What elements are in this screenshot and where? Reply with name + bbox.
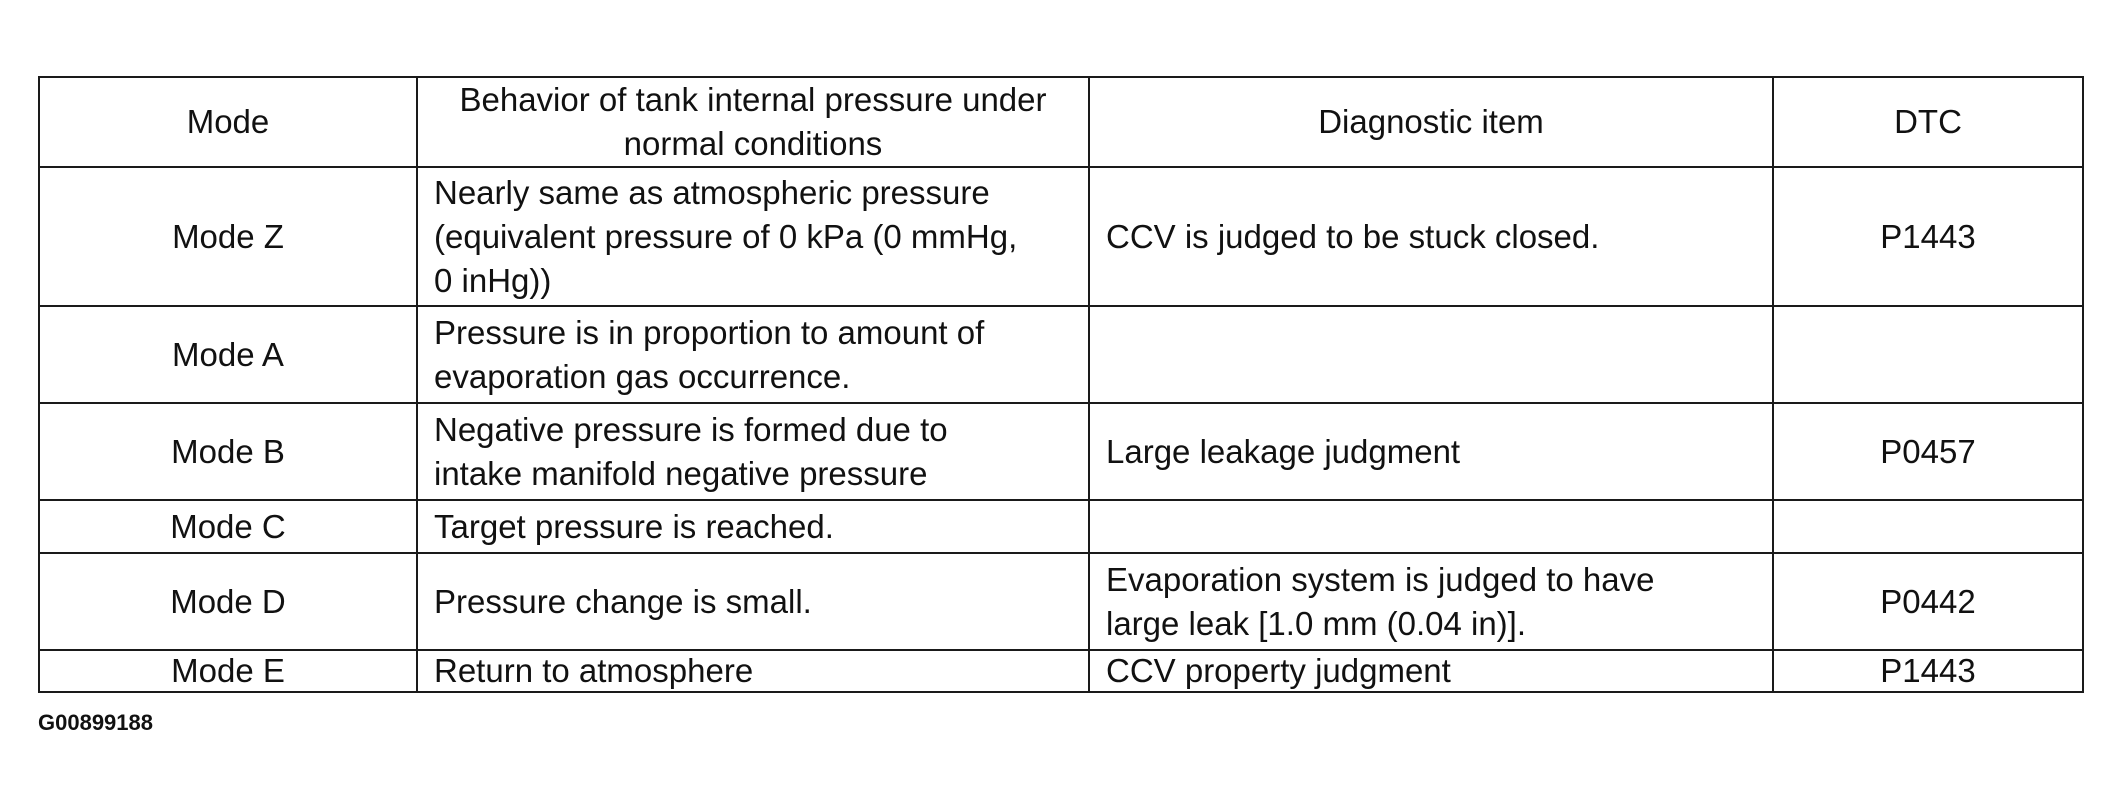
mode-cell: Mode C [39,500,417,553]
behavior-cell: Pressure change is small. [417,553,1089,650]
dtc-cell [1773,500,2083,553]
dtc-cell: P0442 [1773,553,2083,650]
diagnostic-cell: CCV is judged to be stuck closed. [1089,167,1773,306]
header-dtc: DTC [1773,77,2083,167]
behavior-cell: Target pressure is reached. [417,500,1089,553]
mode-cell: Mode D [39,553,417,650]
header-behavior: Behavior of tank internal pressure under normal conditions [417,77,1089,167]
diagnostic-cell: Evaporation system is judged to have large leak [1.0 mm (0.04 in)]. [1089,553,1773,650]
behavior-cell: Pressure is in proportion to amount of evaporation gas occurrence. [417,306,1089,403]
table-row [39,500,2083,553]
table-row [39,553,2083,650]
dtc-cell [1773,306,2083,403]
table-row [39,167,2083,306]
mode-diagnostic-table [38,76,2084,693]
dtc-cell: P1443 [1773,167,2083,306]
table-header [39,77,2083,167]
mode-cell: Mode E [39,650,417,692]
header-mode: Mode [39,77,417,167]
figure-id-label: G00899188 [38,710,153,735]
header-diagnostic-item: Diagnostic item [1089,77,1773,167]
behavior-cell: Nearly same as atmospheric pressure (equivalent pressure of 0 kPa (0 mmHg, 0 inHg)) [417,167,1089,306]
behavior-cell: Negative pressure is formed due to intake manifold negative pressure [417,403,1089,500]
diagnostic-cell [1089,306,1773,403]
table-row [39,403,2083,500]
header-row [39,77,2083,167]
behavior-cell: Return to atmosphere [417,650,1089,692]
table-row [39,650,2083,692]
mode-cell: Mode A [39,306,417,403]
diagnostic-cell: Large leakage judgment [1089,403,1773,500]
table-row [39,306,2083,403]
mode-cell: Mode B [39,403,417,500]
diagnostic-cell: CCV property judgment [1089,650,1773,692]
mode-cell: Mode Z [39,167,417,306]
dtc-cell: P0457 [1773,403,2083,500]
table-body [39,167,2083,692]
dtc-cell: P1443 [1773,650,2083,692]
diagnostic-cell [1089,500,1773,553]
